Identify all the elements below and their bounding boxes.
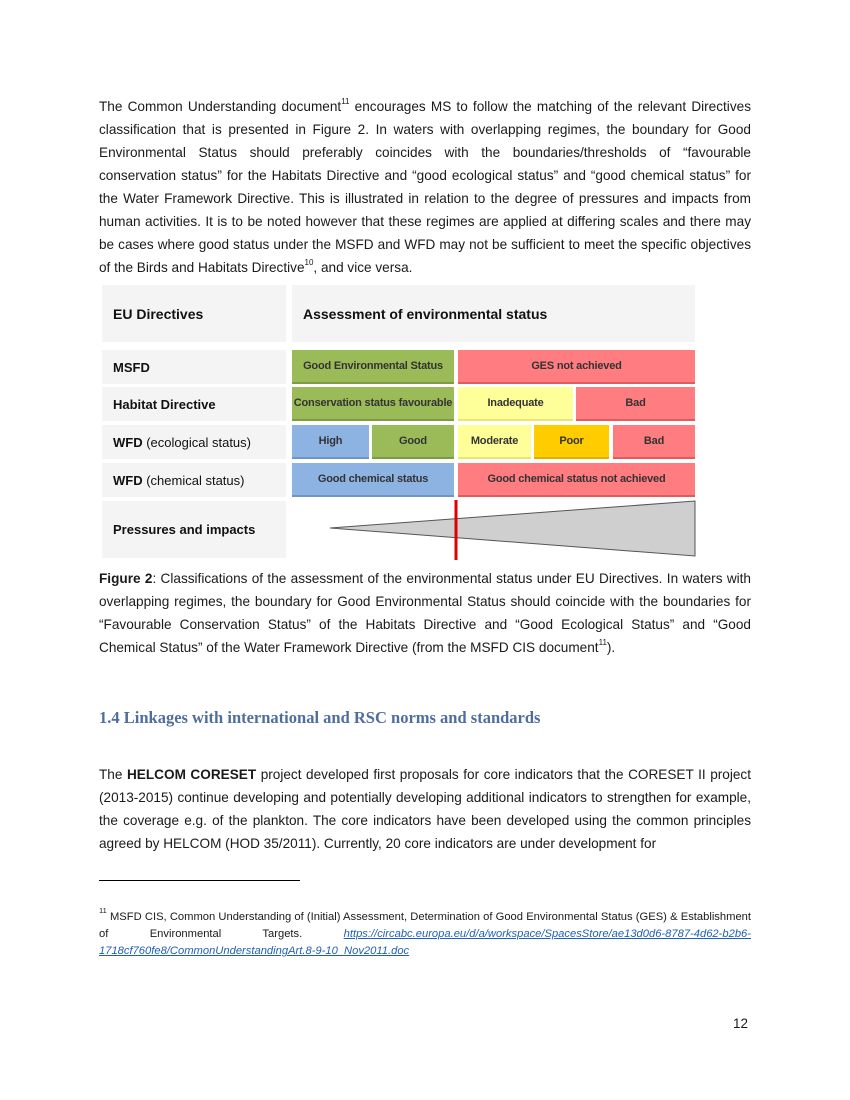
row-label-wfd-ecological: WFD (ecological status) xyxy=(102,425,286,459)
row-label-wfd-chemical: WFD (chemical status) xyxy=(102,463,286,497)
row-label-pressures: Pressures and impacts xyxy=(102,501,286,558)
pressure-wedge xyxy=(330,501,695,556)
footnote-number: 11 xyxy=(99,906,107,916)
msfd-good-status: Good Environmental Status xyxy=(292,350,454,384)
footnote-link[interactable]: https://circabc.europa.eu/d/a/workspace/SpacesStore/ae13d0d6-8787-4d62-b2b6-1718cf760fe8/CommonUnderstandingArt.8-9-10_Nov2011.doc xyxy=(99,928,751,957)
row-label-msfd: MSFD xyxy=(102,350,286,384)
footnote-text: MSFD CIS, Common Understanding of (Initial) Assessment, Determination of Good Environmental Status (GES) & Establishment of Environmental Targets. xyxy=(99,911,751,940)
wfd-eco-bad: Bad xyxy=(613,425,695,459)
wfd-eco-moderate: Moderate xyxy=(458,425,531,459)
page-number: 12 xyxy=(733,1016,749,1031)
footnote-ref-10[interactable]: 10 xyxy=(304,258,314,268)
figure-caption xyxy=(99,567,751,659)
intro-text-1: The Common Understanding document xyxy=(99,99,342,114)
pressure-gradient-graphic xyxy=(292,498,702,564)
coreset-text-2: project developed first proposals for core indicators that the CORESET II project (2013-2015) continue developing and potentially developing additional indicators to strengthen for example, the coverage e.g. of the plankton. The core indicators have been developed using the common principles agreed by HELCOM (HOD 35/2011). Currently, 20 core indicators are under development for xyxy=(99,767,752,851)
footnote-divider xyxy=(99,880,300,881)
caption-footnote-ref[interactable]: 11 xyxy=(598,638,607,648)
wfd-eco-high: High xyxy=(292,425,369,459)
caption-text: : Classifications of the assessment of the environmental status under EU Directives. In waters with overlapping regimes, the boundary for Good Environmental Status should coincide with the boundaries for “Favourable Conservation Status” of the Habitats Directive and “Good Ecological Status” and “Good Chemical Status” of the Water Framework Directive (from the MSFD CIS document xyxy=(99,571,751,655)
caption-label: Figure 2 xyxy=(99,571,153,586)
intro-text-2: encourages MS to follow the matching of the relevant Directives classification that is presented in Figure 2. In waters with overlapping regimes, the boundary for Good Environmental Status should preferably coincides with the boundaries/thresholds of “favourable conservation status” for the Habitats Directive and “good ecological status” and “good chemical status” for the Water Framework Directive. This is illustrated in relation to the degree of pressures and impacts from human activities. It is to be noted however that these regimes are applied at differing scales and there may be cases where good status under the MSFD and WFD may not be sufficient to meet the specific objectives of the Birds and Habitats Directive xyxy=(99,99,751,275)
coreset-bold: HELCOM CORESET xyxy=(126,767,257,782)
msfd-ges-not-achieved: GES not achieved xyxy=(458,350,695,384)
row-label-habitat: Habitat Directive xyxy=(102,387,286,421)
coreset-paragraph xyxy=(99,763,751,855)
section-heading: 1.4 Linkages with international and RSC norms and standards xyxy=(99,708,541,727)
header-eu-directives: EU Directives xyxy=(102,285,286,342)
habitat-bad: Bad xyxy=(576,387,695,421)
intro-text-3: , and vice versa. xyxy=(313,260,413,275)
wfd-chem-not-achieved: Good chemical status not achieved xyxy=(458,463,695,497)
habitat-favourable: Conservation status favourable xyxy=(292,387,454,421)
coreset-text-1: The xyxy=(99,767,127,782)
header-assessment: Assessment of environmental status xyxy=(292,285,695,342)
footnote-11 xyxy=(99,906,751,960)
footnote-ref-11[interactable]: 11 xyxy=(341,97,350,107)
wfd-chem-good: Good chemical status xyxy=(292,463,454,497)
habitat-inadequate: Inadequate xyxy=(458,387,573,421)
wfd-eco-poor: Poor xyxy=(534,425,609,459)
wfd-eco-good: Good xyxy=(372,425,454,459)
caption-end: ). xyxy=(606,640,616,655)
